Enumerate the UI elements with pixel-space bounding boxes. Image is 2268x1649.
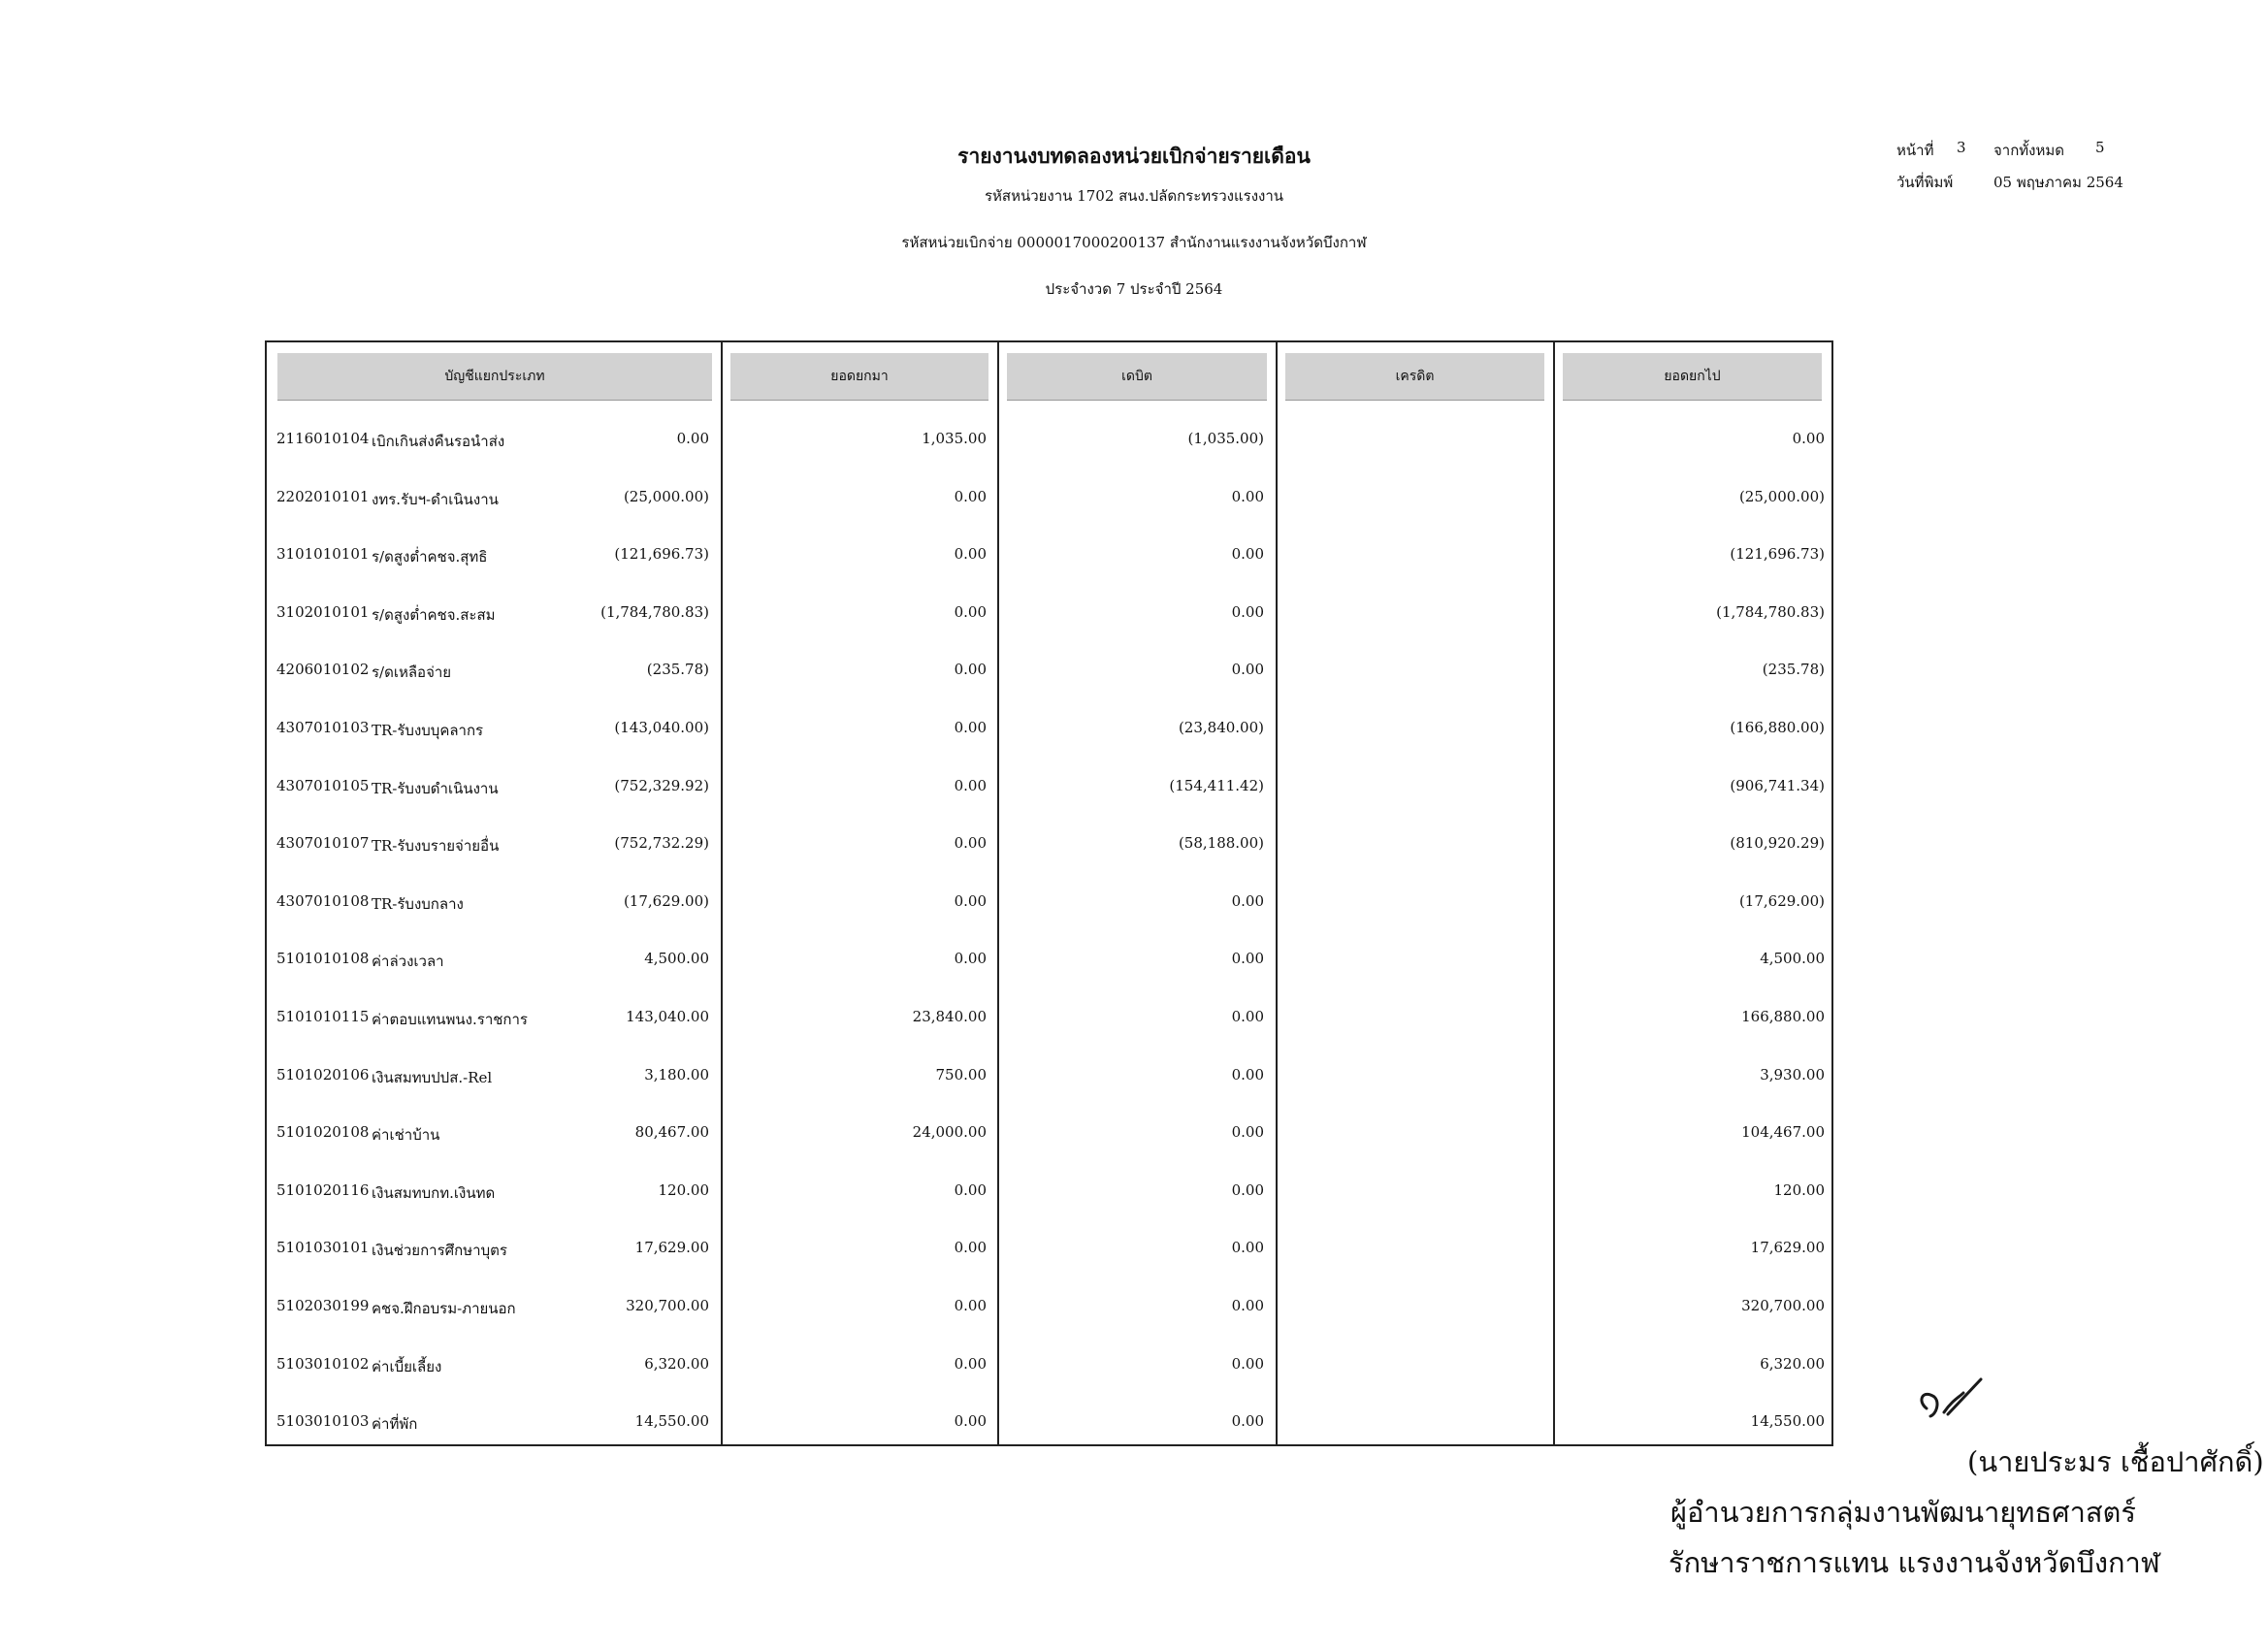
page-label: หน้าที่	[1896, 142, 1934, 159]
table-row	[267, 478, 1831, 517]
table-row	[267, 1403, 1831, 1441]
table-row	[267, 1056, 1831, 1095]
account-name: ค่าตอบแทนพนง.ราชการ	[372, 1011, 528, 1028]
page-number: 3	[1957, 139, 1966, 156]
account-name: TR-รับงบกลาง	[372, 894, 464, 913]
account-code: 2202010101	[276, 487, 370, 505]
account-name: ร/ดเหลือจ่าย	[372, 663, 452, 682]
account-name: TR-รับงบดำเนินงาน	[372, 779, 499, 797]
carried-forward-value: 0.00	[1792, 430, 1825, 447]
account-name: เงินสมทบปปส.-Rel	[372, 1068, 493, 1086]
account-code: 5101030101	[276, 1239, 370, 1257]
account-name: เงินช่วยการศึกษาบุตร	[372, 1242, 507, 1260]
credit-value: 0.00	[1231, 1065, 1264, 1083]
trial-balance-table	[265, 340, 1833, 1446]
carried-forward-value: 6,320.00	[1760, 1354, 1825, 1373]
credit-value: 0.00	[1231, 1180, 1264, 1199]
account-name: ค่าล่วงเวลา	[372, 953, 444, 971]
debit-value: 0.00	[954, 950, 987, 968]
debit-value: 23,840.00	[912, 1008, 987, 1025]
brought-forward-value: (235.78)	[646, 661, 709, 679]
debit-value: 0.00	[954, 1180, 987, 1199]
carried-forward-value: 3,930.00	[1760, 1065, 1825, 1083]
brought-forward-value: (1,784,780.83)	[600, 602, 709, 621]
debit-value: 0.00	[954, 719, 987, 736]
print-date-label: วันที่พิมพ์	[1896, 174, 1954, 191]
debit-value: 0.00	[954, 891, 987, 910]
credit-value: 0.00	[1231, 950, 1264, 968]
account-name: ค่าที่พัก	[372, 1415, 418, 1434]
brought-forward-value: 17,629.00	[634, 1239, 709, 1257]
debit-value: 0.00	[954, 1239, 987, 1257]
agency-line: รหัสหน่วยงาน 1702 สนง.ปลัดกระทรวงแรงงาน	[984, 187, 1284, 205]
signer-name: (นายประมร เชื้อปาศักดิ์)	[1967, 1445, 2264, 1478]
account-code: 3102010101	[276, 602, 370, 621]
total-label: จากทั้งหมด	[1993, 142, 2065, 159]
carried-forward-value: (25,000.00)	[1738, 487, 1825, 505]
carried-forward-value: (121,696.73)	[1730, 545, 1825, 564]
credit-value: 0.00	[1231, 1354, 1264, 1373]
brought-forward-value: 320,700.00	[626, 1297, 709, 1314]
account-code: 4307010108	[276, 891, 370, 910]
print-date: 05 พฤษภาคม 2564	[1993, 174, 2123, 191]
carried-forward-value: 104,467.00	[1741, 1123, 1825, 1142]
carried-forward-value: (166,880.00)	[1730, 719, 1825, 736]
credit-value: 0.00	[1231, 891, 1264, 910]
debit-value: 1,035.00	[922, 430, 987, 447]
table-row	[267, 883, 1831, 922]
account-code: 5103010102	[276, 1354, 370, 1373]
account-code: 5101010115	[276, 1008, 370, 1025]
account-name: TR-รับงบรายจ่ายอื่น	[372, 837, 500, 856]
table-row	[267, 998, 1831, 1037]
carried-forward-value: 320,700.00	[1741, 1297, 1825, 1314]
account-code: 5101020108	[276, 1123, 370, 1142]
carried-forward-value: (906,741.34)	[1730, 776, 1825, 794]
brought-forward-value: (17,629.00)	[623, 891, 709, 910]
account-name: คชจ.ฝึกอบรม-ภายนอก	[372, 1300, 516, 1317]
brought-forward-value: 4,500.00	[644, 950, 709, 968]
debit-value: 24,000.00	[912, 1123, 987, 1142]
credit-value: 0.00	[1231, 1239, 1264, 1257]
account-code: 4307010105	[276, 776, 370, 794]
carried-forward-value: (810,920.29)	[1730, 834, 1825, 853]
brought-forward-value: (752,732.29)	[614, 834, 709, 853]
handwritten-signature	[1909, 1375, 1996, 1432]
credit-value: 0.00	[1231, 1412, 1264, 1431]
credit-value: (154,411.42)	[1169, 776, 1264, 794]
table-row	[267, 1172, 1831, 1211]
account-name: ร/ดสูงต่ำคชจ.สะสม	[372, 605, 496, 624]
table-row	[267, 1287, 1831, 1326]
account-code: 5101010108	[276, 950, 370, 968]
debit-value: 750.00	[935, 1065, 987, 1083]
table-row	[267, 709, 1831, 748]
carried-forward-value: (1,784,780.83)	[1716, 602, 1825, 621]
brought-forward-value: 6,320.00	[644, 1354, 709, 1373]
carried-forward-value: (235.78)	[1762, 661, 1825, 679]
debit-value: 0.00	[954, 487, 987, 505]
table-row	[267, 824, 1831, 863]
table-row	[267, 1345, 1831, 1384]
brought-forward-value: (752,329.92)	[614, 776, 709, 794]
debit-value: 0.00	[954, 776, 987, 794]
debit-value: 0.00	[954, 1354, 987, 1373]
report-title: รายงานงบทดลองหน่วยเบิกจ่ายรายเดือน	[957, 144, 1311, 168]
debit-value: 0.00	[954, 545, 987, 564]
header-credit: เครดิต	[1285, 353, 1544, 401]
credit-value: 0.00	[1231, 602, 1264, 621]
credit-value: 0.00	[1231, 1008, 1264, 1025]
debit-value: 0.00	[954, 834, 987, 853]
period-line: ประจำงวด 7 ประจำปี 2564	[1045, 280, 1223, 298]
account-code: 2116010104	[276, 430, 370, 447]
account-name: ค่าเบี้ยเลี้ยง	[372, 1357, 442, 1375]
carried-forward-value: (17,629.00)	[1738, 891, 1825, 910]
table-row	[267, 535, 1831, 574]
account-code: 4307010107	[276, 834, 370, 853]
credit-value: (23,840.00)	[1178, 719, 1264, 736]
brought-forward-value: 0.00	[676, 430, 709, 447]
brought-forward-value: (121,696.73)	[614, 545, 709, 564]
account-name: งทร.รับฯ-ดำเนินงาน	[372, 490, 499, 508]
brought-forward-value: 143,040.00	[626, 1008, 709, 1025]
header-account: บัญชีแยกประเภท	[277, 353, 712, 401]
brought-forward-value: 80,467.00	[634, 1123, 709, 1142]
brought-forward-value: 14,550.00	[634, 1412, 709, 1431]
account-name: เบิกเกินส่งคืนรอนำส่ง	[372, 433, 505, 450]
credit-value: (58,188.00)	[1178, 834, 1264, 853]
debit-value: 0.00	[954, 1412, 987, 1431]
account-code: 5101020106	[276, 1065, 370, 1083]
header-brought-forward: ยอดยกมา	[730, 353, 988, 401]
carried-forward-value: 14,550.00	[1750, 1412, 1825, 1431]
carried-forward-value: 120.00	[1773, 1180, 1825, 1199]
brought-forward-value: (143,040.00)	[614, 719, 709, 736]
account-name: เงินสมทบกท.เงินทด	[372, 1183, 496, 1202]
account-code: 4307010103	[276, 719, 370, 736]
credit-value: 0.00	[1231, 487, 1264, 505]
table-row	[267, 594, 1831, 632]
table-row	[267, 940, 1831, 979]
brought-forward-value: 120.00	[658, 1180, 709, 1199]
carried-forward-value: 17,629.00	[1750, 1239, 1825, 1257]
debit-value: 0.00	[954, 1297, 987, 1314]
account-name: ร/ดสูงต่ำคชจ.สุทธิ	[372, 548, 488, 566]
credit-value: (1,035.00)	[1187, 430, 1264, 447]
debit-value: 0.00	[954, 602, 987, 621]
header-carried-forward: ยอดยกไป	[1563, 353, 1822, 401]
account-code: 5103010103	[276, 1412, 370, 1431]
account-code: 3101010101	[276, 545, 370, 564]
credit-value: 0.00	[1231, 545, 1264, 564]
account-name: ค่าเช่าบ้าน	[372, 1126, 440, 1145]
credit-value: 0.00	[1231, 1297, 1264, 1314]
carried-forward-value: 4,500.00	[1760, 950, 1825, 968]
table-row	[267, 1229, 1831, 1268]
carried-forward-value: 166,880.00	[1741, 1008, 1825, 1025]
table-row	[267, 651, 1831, 690]
table-row	[267, 767, 1831, 806]
total-pages: 5	[2095, 139, 2105, 156]
account-name: TR-รับงบบุคลากร	[372, 722, 484, 739]
table-row	[267, 1114, 1831, 1152]
account-code: 5102030199	[276, 1297, 370, 1314]
debit-value: 0.00	[954, 661, 987, 679]
account-code: 5101020116	[276, 1180, 370, 1199]
disbursing-unit-line: รหัสหน่วยเบิกจ่าย 0000017000200137 สำนักงานแรงงานจังหวัดบึงกาฬ	[901, 234, 1367, 251]
brought-forward-value: (25,000.00)	[623, 487, 709, 505]
table-row	[267, 420, 1831, 459]
signer-acting: รักษาราชการแทน แรงงานจังหวัดบึงกาฬ	[1669, 1546, 2160, 1579]
signer-position: ผู้อำนวยการกลุ่มงานพัฒนายุทธศาสตร์	[1670, 1496, 2136, 1529]
account-code: 4206010102	[276, 661, 370, 679]
credit-value: 0.00	[1231, 661, 1264, 679]
brought-forward-value: 3,180.00	[644, 1065, 709, 1083]
header-debit: เดบิต	[1007, 353, 1267, 401]
credit-value: 0.00	[1231, 1123, 1264, 1142]
